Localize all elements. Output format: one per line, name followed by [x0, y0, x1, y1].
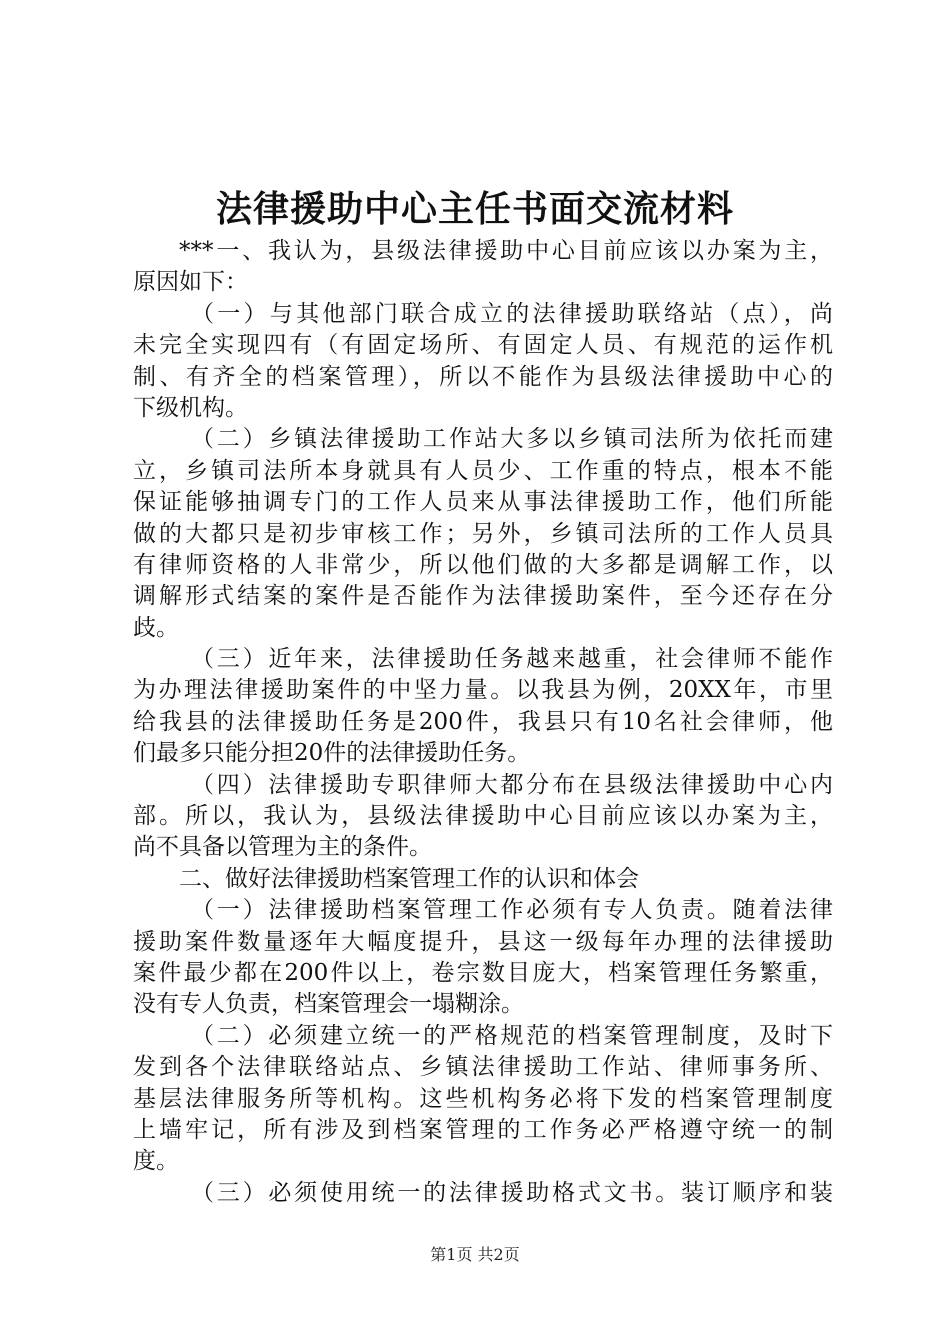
text-line: 案件最少都在200件以上，卷宗数目庞大，档案管理任务繁重，	[133, 959, 833, 986]
text-line: 二、做好法律援助档案管理工作的认识和体会	[179, 865, 639, 892]
document-title: 法律援助中心主任书面交流材料	[215, 188, 734, 230]
text-line: （四）法律援助专职律师大都分布在县级法律援助中心内	[191, 771, 833, 798]
text-line: （三）近年来，法律援助任务越来越重，社会律师不能作	[191, 646, 833, 673]
text-line: 歧。	[133, 614, 179, 641]
text-line: 们最多只能分担20件的法律援助任务。	[133, 740, 531, 767]
text-line: （二）乡镇法律援助工作站大多以乡镇司法所为依托而建	[191, 426, 833, 453]
text-line: 基层法律服务所等机构。这些机构务必将下发的档案管理制度	[133, 1085, 833, 1112]
text-line: 发到各个法律联络站点、乡镇法律援助工作站、律师事务所、	[133, 1054, 833, 1081]
text-line: （一）与其他部门联合成立的法律援助联络站（点），尚	[191, 300, 833, 327]
text-line: 原因如下：	[133, 269, 248, 296]
text-line: 调解形式结案的案件是否能作为法律援助案件，至今还存在分	[133, 583, 833, 610]
text-line: 上墙牢记，所有涉及到档案管理的工作务必严格遵守统一的制	[133, 1116, 833, 1143]
text-line: ***一、我认为，县级法律援助中心目前应该以办案为主，	[179, 238, 833, 264]
text-line: 下级机构。	[133, 394, 248, 421]
text-line: 做的大都只是初步审核工作；另外，乡镇司法所的工作人员具	[133, 520, 833, 547]
document-body	[133, 236, 833, 1209]
text-line: 给我县的法律援助任务是200件，我县只有10名社会律师，他	[133, 708, 833, 735]
text-line: （一）法律援助档案管理工作必须有专人负责。随着法律	[191, 897, 833, 924]
page-footer: 第1页 共2页	[430, 1245, 520, 1264]
text-line: 度。	[133, 1148, 179, 1175]
text-line: 为办理法律援助案件的中坚力量。以我县为例，20XX年，市里	[133, 677, 833, 704]
text-line: 尚不具备以管理为主的条件。	[133, 834, 432, 861]
text-line: 有律师资格的人非常少，所以他们做的大多都是调解工作，以	[133, 551, 833, 578]
text-line: 未完全实现四有（有固定场所、有固定人员、有规范的运作机	[133, 332, 833, 359]
text-line: 援助案件数量逐年大幅度提升，县这一级每年办理的法律援助	[133, 928, 833, 955]
text-line: 立，乡镇司法所本身就具有人员少、工作重的特点，根本不能	[133, 457, 833, 484]
text-line: 制、有齐全的档案管理），所以不能作为县级法律援助中心的	[133, 363, 833, 390]
text-line: 部。所以，我认为，县级法律援助中心目前应该以办案为主，	[133, 803, 833, 830]
text-line: 没有专人负责，档案管理会一塌糊涂。	[133, 991, 524, 1018]
text-line: （二）必须建立统一的严格规范的档案管理制度，及时下	[191, 1022, 833, 1049]
text-line: 保证能够抽调专门的工作人员来从事法律援助工作，他们所能	[133, 489, 833, 516]
text-line: （三）必须使用统一的法律援助格式文书。装订顺序和装	[191, 1179, 833, 1206]
